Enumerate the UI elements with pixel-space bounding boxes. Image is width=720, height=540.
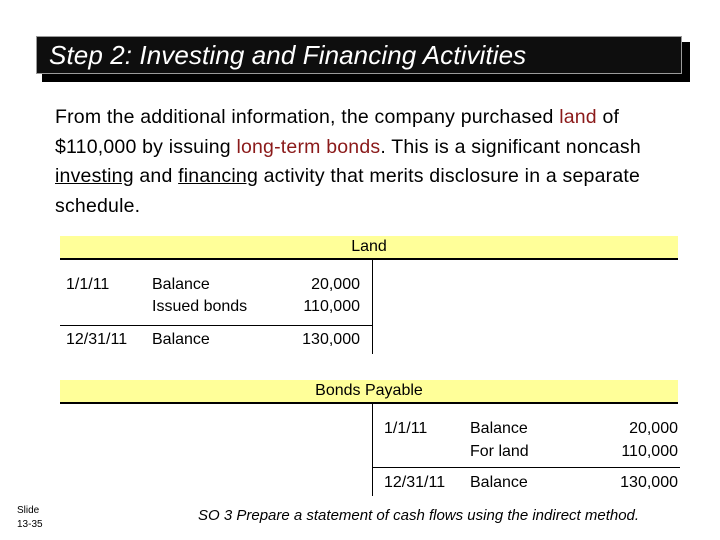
- bonds-row-2-amount: 110,000: [621, 443, 678, 460]
- para-underline-financing: financing: [178, 165, 258, 187]
- land-row-2-amount: 110,000: [303, 298, 360, 315]
- bonds-t-divider: [372, 402, 373, 496]
- bonds-row-3-desc: Balance: [470, 474, 528, 491]
- page-title: Step 2: Investing and Financing Activities: [49, 39, 527, 70]
- land-account-title: Land: [351, 238, 387, 255]
- land-row-3-desc: Balance: [152, 331, 210, 348]
- bonds-account-title: Bonds Payable: [315, 382, 423, 399]
- bonds-row-3-amount: 130,000: [620, 474, 678, 491]
- para-text-1: From the additional information, the company purchased: [55, 106, 560, 128]
- bonds-row-1-desc: Balance: [470, 420, 528, 437]
- slide-number: [17, 504, 43, 532]
- slide-number-value: 13-35: [17, 519, 43, 530]
- bonds-row-2-desc: For land: [470, 443, 529, 460]
- footer-objective: SO 3 Prepare a statement of cash flows using the indirect method.: [198, 507, 640, 524]
- title-bar: [36, 36, 682, 74]
- land-row-1-amount: 20,000: [311, 276, 360, 293]
- para-text-5: activity that merits disclosure in a separate schedule.: [55, 165, 641, 217]
- para-text-4: and: [133, 165, 179, 187]
- land-row-1-desc: Balance: [152, 276, 210, 293]
- bonds-total-rule: [372, 467, 680, 468]
- bonds-account-header: [60, 380, 678, 404]
- land-t-divider: [372, 258, 373, 354]
- bonds-row-3-date: 12/31/11: [384, 474, 446, 491]
- bonds-row-1-date: 1/1/11: [384, 420, 428, 437]
- land-row-2-desc: Issued bonds: [152, 298, 248, 315]
- para-highlight-bonds: long-term bonds: [236, 135, 381, 158]
- para-highlight-land: land: [559, 106, 597, 128]
- land-row-1-date: 1/1/11: [66, 276, 110, 293]
- land-row-3-date: 12/31/11: [66, 331, 128, 348]
- land-row-3-amount: 130,000: [302, 331, 360, 348]
- explanation-paragraph: [55, 103, 695, 221]
- para-text-2: of $110,000 by issuing: [55, 106, 620, 158]
- land-account-header: [60, 236, 678, 260]
- para-text-3: . This is a significant noncash: [380, 135, 641, 158]
- slide-number-label: Slide: [17, 505, 40, 516]
- bonds-row-1-amount: 20,000: [629, 420, 678, 437]
- land-total-rule: [60, 325, 372, 326]
- para-underline-investing: investing: [55, 165, 134, 187]
